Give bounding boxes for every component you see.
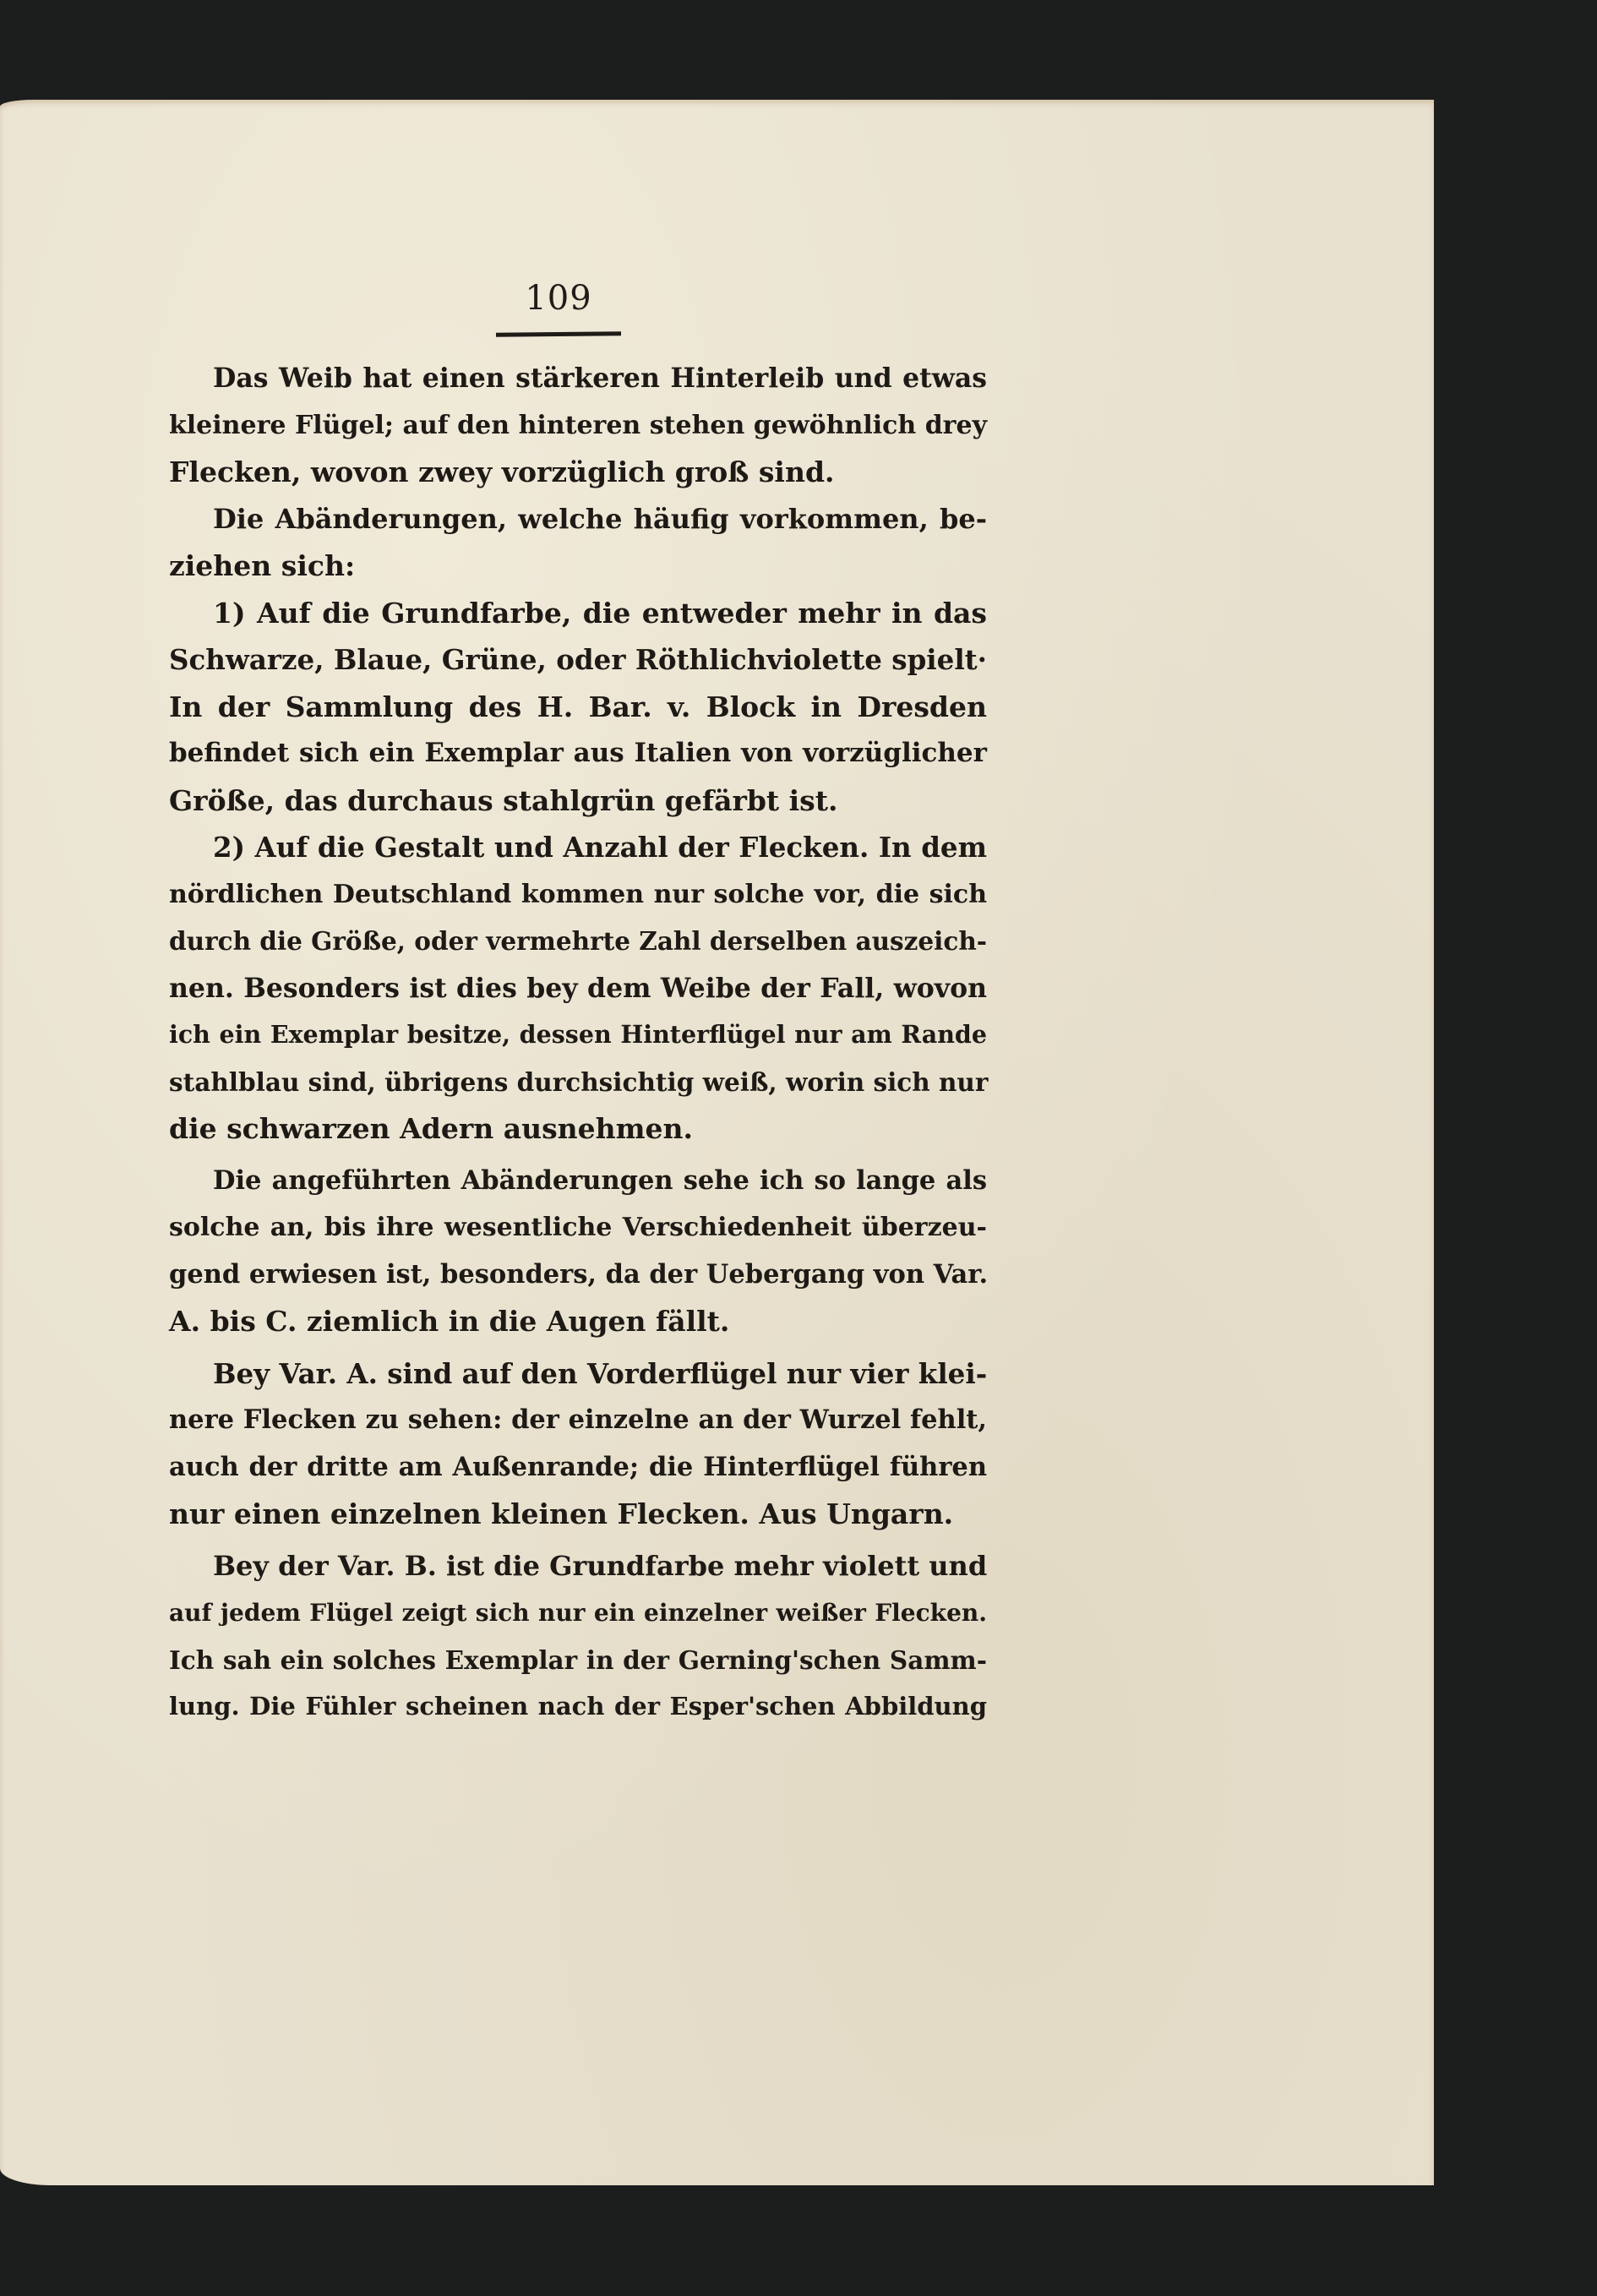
paragraph (169, 1350, 987, 1538)
text-line: die schwarzen Adern ausnehmen. (169, 1112, 694, 1145)
text-line: Das Weib hat einen stärkeren Hinterleib und etwas (213, 363, 987, 394)
text-line: Schwarze, Blaue, Grüne, oder Röthlichviolette spielt· (169, 643, 987, 676)
text-line: 1) Auf die Grundfarbe, die entweder mehr in das (213, 596, 987, 630)
text-line: auch der dritte am Außenrande; die Hinterflügel führen (169, 1451, 987, 1482)
text-line: In der Sammlung des H. Bar. v. Block in Dresden (169, 690, 987, 723)
paragraph (169, 590, 987, 825)
text-line: gend erwiesen ist, besonders, da der Uebergang von Var. (169, 1258, 989, 1290)
text-line: Flecken, wovon zwey vorzüglich groß sind. (169, 455, 835, 488)
text-line: 2) Auf die Gestalt und Anzahl der Flecken. In dem (213, 831, 987, 864)
text-line: kleinere Flügel; auf den hinteren stehen gewöhnlich drey (169, 410, 987, 440)
text-line: nur einen einzelnen kleinen Flecken. Aus Ungarn. (169, 1497, 954, 1530)
paragraph (169, 496, 987, 590)
text-line: befindet sich ein Exemplar aus Italien von vorzüglicher (169, 738, 987, 768)
text-line: stahlblau sind, übrigens durchsichtig weiß, worin sich nur (169, 1066, 989, 1097)
text-line: A. bis C. ziemlich in die Augen fällt. (169, 1305, 730, 1338)
text-line: Größe, das durchaus stahlgrün gefärbt ist. (169, 783, 838, 817)
text-line: durch die Größe, oder vermehrte Zahl derselben auszeich- (169, 926, 988, 956)
text-line: auf jedem Flügel zeigt sich nur ein einzelner weißer Flecken. (169, 1599, 987, 1627)
body-text (169, 355, 987, 1731)
text-line: nere Flecken zu sehen: der einzelne an der Wurzel fehlt, (169, 1404, 987, 1435)
text-line: Die angeführten Abänderungen sehe ich so lange als (213, 1164, 987, 1196)
paragraph (169, 1158, 987, 1345)
text-line: ich ein Exemplar besitze, dessen Hinterflügel nur am Rande (169, 1020, 987, 1049)
text-line: lung. Die Fühler scheinen nach der Esper'schen Abbildung (169, 1692, 987, 1721)
paragraph (169, 1543, 987, 1731)
text-line: Die Abänderungen, welche häufig vorkommen, be- (213, 502, 987, 535)
paragraph (169, 824, 987, 1153)
text-line: nördlichen Deutschland kommen nur solche vor, die sich (169, 879, 987, 909)
text-line: solche an, bis ihre wesentliche Verschiedenheit überzeu- (169, 1213, 987, 1242)
page-number: 109 (525, 279, 592, 318)
text-line: Ich sah ein solches Exemplar in der Gerning'schen Samm- (169, 1644, 987, 1675)
text-line: ziehen sich: (169, 549, 356, 582)
text-line: nen. Besonders ist dies bey dem Weibe der Fall, wovon (169, 972, 987, 1004)
paragraph (169, 355, 987, 496)
text-line: Bey der Var. B. ist die Grundfarbe mehr violett und (213, 1549, 988, 1582)
text-line: Bey Var. A. sind auf den Vorderflügel nur vier klei- (213, 1356, 988, 1390)
